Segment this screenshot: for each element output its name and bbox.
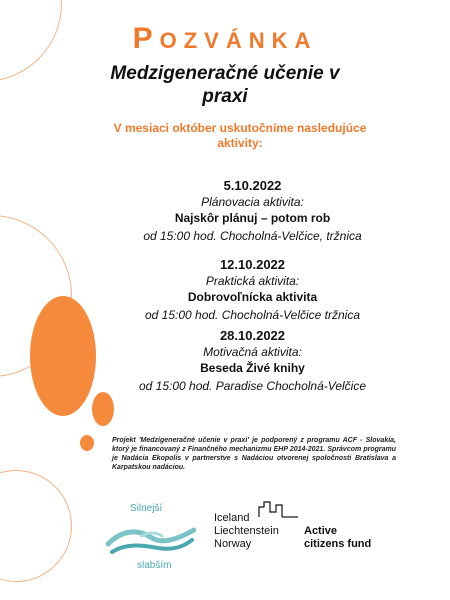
event-block [110, 177, 395, 245]
event-name: Beseda Živé knihy [200, 361, 305, 375]
title-first-letter: P [132, 22, 160, 55]
event-date: 28.10.2022 [219, 328, 286, 343]
citizens-fund-words: citizens fund [304, 538, 372, 550]
handshake-icon [106, 518, 196, 560]
decorative-circle-small [80, 435, 94, 451]
decorative-ring [0, 470, 72, 582]
title-rest: OZVÁNKA [159, 28, 318, 53]
silnejsi-slabsim-logo [100, 500, 200, 580]
project-funding-note: Projekt 'Medzigeneračné učenie v praxi' je podporený z programu ACF - Slovakia, ktorý je financovaný z Finančného mechanizmu EHP 2014-2021. Správcom programu je Nadácia Ekopolis v partnerstve s Nadáciou otvorenej spoločnosti Bratislava a Karpatskou nadáciou. [112, 437, 396, 471]
event-name: Dobrovoľnícka aktivita [187, 290, 318, 304]
event-block [110, 256, 395, 324]
event-type: Praktická aktivita: [205, 274, 300, 288]
invitation-title [0, 22, 450, 56]
country-name: Liechtenstein [214, 525, 279, 537]
intro-text: V mesiaci október uskutočníme nasledujúce aktivity: [113, 121, 367, 150]
event-name: Najskôr plánuj – potom rob [174, 211, 331, 225]
event-series-title: Medzigeneračné učenie v praxi [110, 63, 340, 107]
event-date: 5.10.2022 [223, 178, 282, 193]
event-time-place: od 15:00 hod. Chocholná-Velčice, tržnica [143, 229, 362, 243]
country-name: Iceland [214, 512, 250, 524]
decorative-circle-large [30, 296, 96, 416]
event-type: Plánovacia aktivita: [201, 195, 304, 209]
event-block [110, 327, 395, 395]
logo-left-bottom-text: slabším [137, 560, 172, 571]
active-word: Active [304, 525, 338, 537]
country-name: Norway [214, 538, 252, 550]
event-time-place: od 15:00 hod. Paradise Chocholná-Velčice [138, 379, 367, 393]
event-time-place: od 15:00 hod. Chocholná-Velčice tržnica [144, 308, 361, 322]
event-type: Motivačná aktivita: [203, 345, 302, 359]
event-date: 12.10.2022 [219, 257, 286, 272]
active-citizens-fund-logo [214, 500, 394, 560]
active-citizens-label [304, 525, 371, 551]
donor-countries [214, 512, 279, 551]
logo-left-top-text: Silnejší [130, 503, 163, 514]
decorative-circle-medium [92, 392, 114, 426]
